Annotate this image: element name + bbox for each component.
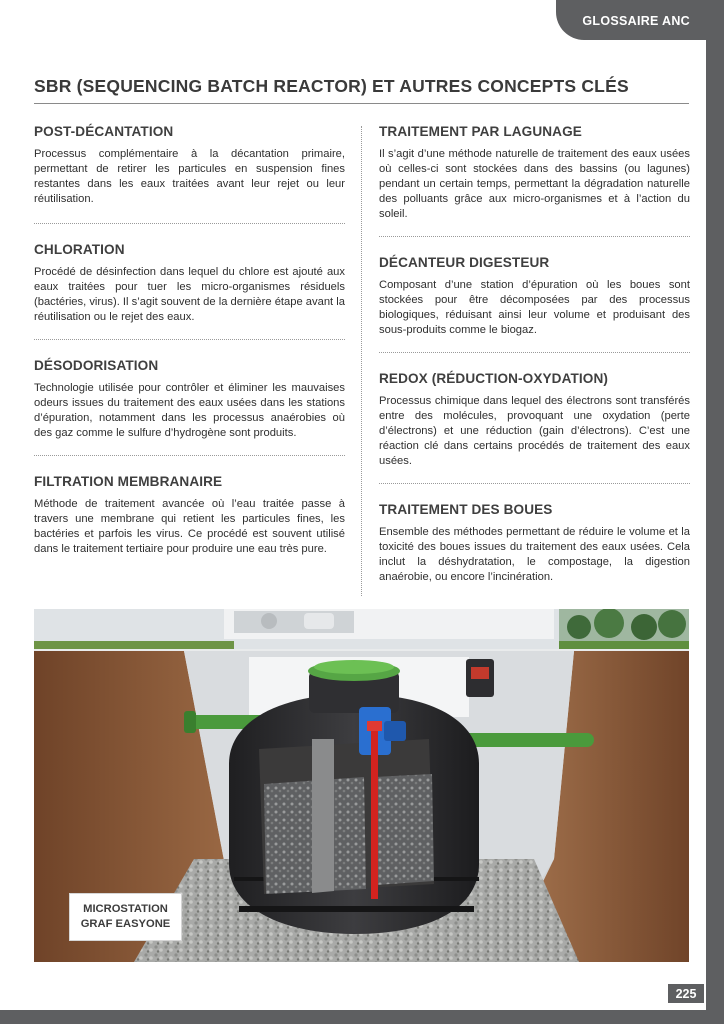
entry-separator [379, 236, 690, 237]
caption-line: MICROSTATION [83, 903, 168, 915]
entry-separator [379, 352, 690, 353]
glossary-entry [34, 242, 345, 325]
glossary-entry [379, 502, 690, 585]
section-header-tab [556, 0, 724, 40]
entry-separator [34, 223, 345, 224]
glossary-entry [34, 474, 345, 557]
entry-text: Il s’agit d’une méthode naturelle de traitement des eaux usées où celles-ci sont stockées dans des bassins (ou lagunes) pendant un certain temps, permettant la dégradation naturelle des polluants grâce aux micro-organismes et à l’action du soleil. [379, 148, 690, 220]
glossary-entry [379, 255, 690, 338]
entry-title: TRAITEMENT PAR LAGUNAGE [379, 124, 582, 139]
entry-title: FILTRATION MEMBRANAIRE [34, 474, 223, 489]
entry-separator [34, 455, 345, 456]
entry-title: REDOX (RÉDUCTION-OXYDATION) [379, 371, 609, 386]
left-column [34, 124, 345, 557]
entry-text: Processus chimique dans lequel des électrons sont transférés entre des molécules, provoquant une oxydation (perte d’électrons) et une réduction (gain d’électrons). C’est une réaction clé dans certains procédés de traitement des eaux usées. [379, 395, 690, 467]
glossary-entry [34, 124, 345, 207]
entry-title: DÉCANTEUR DIGESTEUR [379, 255, 550, 270]
entry-separator [379, 483, 690, 484]
glossary-entry [379, 371, 690, 469]
glossary-entry [379, 124, 690, 222]
caption-line: GRAF EASYONE [80, 918, 171, 930]
entry-title: CHLORATION [34, 242, 125, 257]
entry-title: TRAITEMENT DES BOUES [379, 502, 553, 517]
entry-text: Composant d’une station d’épuration où les boues sont stockées pour être décomposées par des processus biologiques, réduisant ainsi leur volume et produisant des sous-produits comme le biogaz. [379, 279, 690, 336]
entry-title: DÉSODORISATION [34, 358, 159, 373]
section-label: GLOSSAIRE ANC [582, 14, 690, 28]
entry-title: POST-DÉCANTATION [34, 124, 174, 139]
page-number: 225 [668, 984, 704, 1003]
right-column [379, 124, 690, 585]
entry-text: Méthode de traitement avancée où l’eau traitée passe à travers une membrane qui retient les particules fines, les bactéries et parfois les virus. Ce procédé est souvent utilisé dans le traitement tertiaire pour produire une eau très pure. [34, 498, 345, 555]
entry-text: Ensemble des méthodes permettant de réduire le volume et la toxicité des boues issues du traitement des eaux usées. Cela inclut la déshydratation, le compostage, la digestion anaérobie, ou encore l’incinération. [379, 526, 690, 583]
page-title: SBR (SEQUENCING BATCH REACTOR) ET AUTRES CONCEPTS CLÉS [34, 76, 689, 104]
column-divider [361, 126, 362, 596]
page-frame-right [706, 0, 724, 1024]
glossary-entry [34, 358, 345, 441]
illustration-caption [69, 893, 182, 941]
entry-text: Technologie utilisée pour contrôler et éliminer les mauvaises odeurs issues du traitement des eaux usées dans les stations d’épuration, notamment dans les processus anaérobies où des gaz comme le sulfure d’hydrogène sont produits. [34, 382, 345, 439]
entry-text: Processus complémentaire à la décantation primaire, permettant de retirer les particules en suspension fines restantes dans les eaux traitées avant leur rejet ou leur réutilisation. [34, 148, 345, 205]
page-frame-bottom [0, 1010, 724, 1024]
entry-text: Procédé de désinfection dans lequel du chlore est ajouté aux eaux traitées pour tuer les micro-organismes résiduels (bactéries, virus). Il s’agit souvent de la dernière étape avant la réutilisation ou le rejet des eaux. [34, 266, 345, 323]
entry-separator [34, 339, 345, 340]
